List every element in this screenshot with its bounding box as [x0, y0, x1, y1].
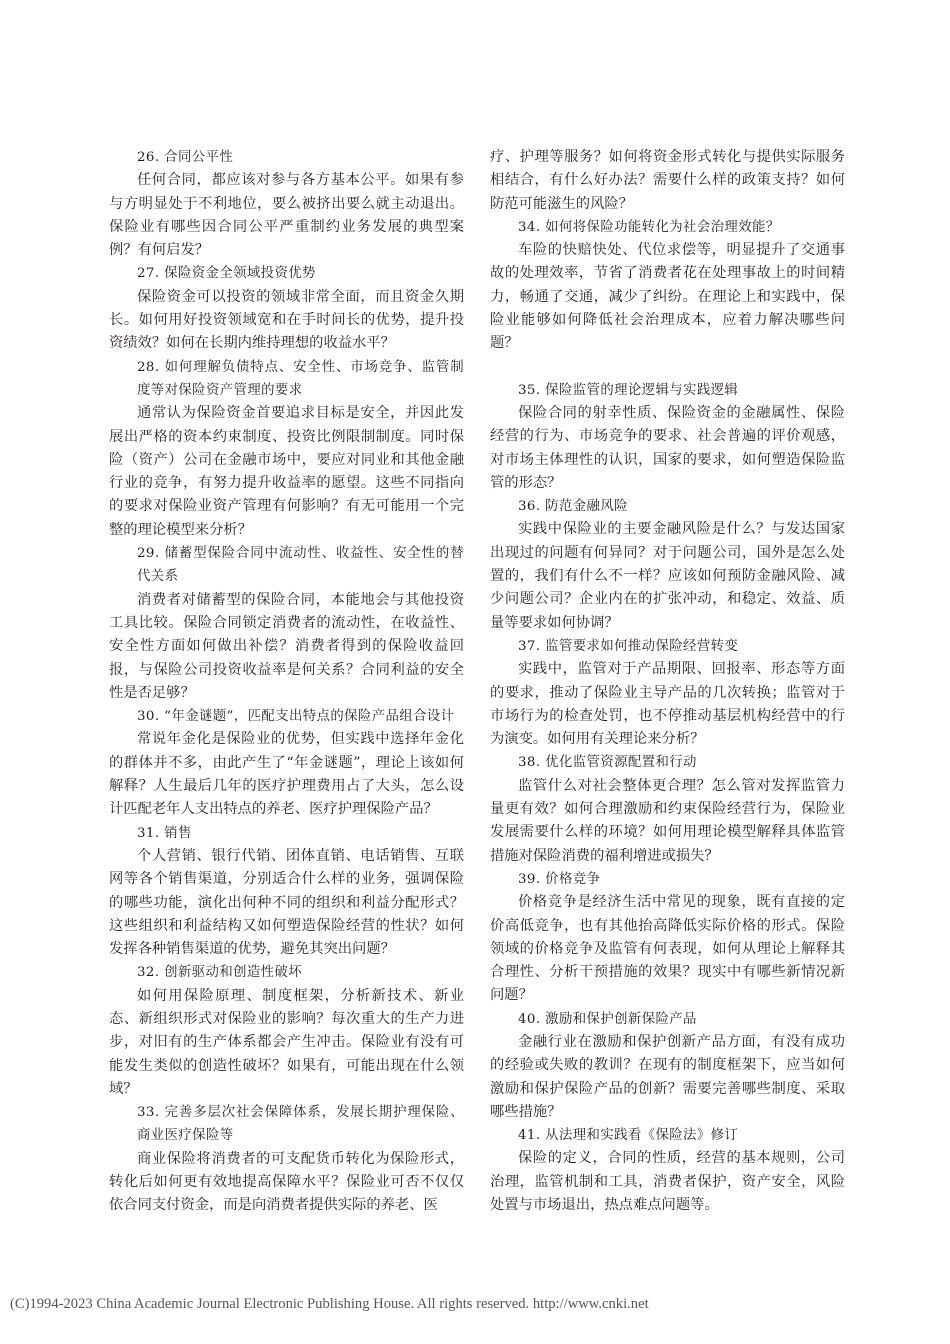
- section-heading: 39. 价格竞争: [518, 871, 601, 887]
- section-heading: 34. 如何将保险功能转化为社会治理效能？: [518, 219, 780, 235]
- body-paragraph: 保险的定义，合同的性质，经营的基本规则，公司治理，监管机制和工具，消费者保护，资产安全，风险处置与市场退出，热点难点问题等。: [490, 1150, 845, 1214]
- body-paragraph: 金融行业在激励和保护创新产品方面，有没有成功的经验或失败的教训？在现有的制度框架下，应当如何激励和保护保险产品的创新？需要完善哪些制度、采取哪些措施？: [490, 1033, 845, 1120]
- body-paragraph: 保险合同的射幸性质、保险资金的金融属性、保险经营的行为、市场竞争的要求、社会普遍的评价观感，对市场主体理性的认识，国家的要求，如何塑造保险监管的形态？: [490, 404, 845, 491]
- body-paragraph: 车险的快赔快处、代位求偿等，明显提升了交通事故的处理效率，节省了消费者花在处理事故上的时间精力，畅通了交通，减少了纠纷。在理论上和实践中，保险业能够如何降低社会治理成本，应着力解决哪些问题？: [490, 242, 845, 352]
- body-paragraph: 保险资金可以投资的领域非常全面，而且资金久期长。如何用好投资领域宽和在手时间长的优势，提升投资绩效？如何在长期内维持理想的收益水平？: [109, 288, 464, 352]
- body-paragraph: 实践中，监管对于产品期限、回报率、形态等方面的要求，推动了保险业主导产品的几次转换；监管对于市场行为的检查处罚，也不停推动基层机构经营中的行为演变。如何用有关理论来分析？: [490, 661, 845, 748]
- copyright-footer: (C)1994-2023 China Academic Journal Electronic Publishing House. All rights reserved. http://www.cnki.net: [10, 1296, 649, 1312]
- section-heading: 26. 合同公平性: [137, 150, 234, 165]
- section-heading: 36. 防范金融风险: [518, 499, 628, 515]
- paragraph-gap: [490, 356, 845, 379]
- section-heading: 32. 创新驱动和创造性破坏: [137, 965, 303, 981]
- section-heading: 37. 监管要求如何推动保险经营转变: [518, 638, 739, 654]
- left-column: [109, 146, 464, 1218]
- section-heading: 29. 储蓄型保险合同中流动性、收益性、安全性的替代关系: [137, 546, 464, 585]
- section-heading: 33. 完善多层次社会保障体系，发展长期护理保险、商业医疗保险等: [137, 1105, 464, 1144]
- section-heading: 40. 激励和保护创新保险产品: [518, 1011, 697, 1027]
- body-paragraph: 任何合同，都应该对参与各方基本公平。如果有参与方明显处于不利地位，要么被挤出要么就主动退出。保险业有哪些因合同公平严重制约业务发展的典型案例？有何启发？: [109, 172, 464, 259]
- section-heading: 35. 保险监管的理论逻辑与实践逻辑: [518, 382, 739, 398]
- section-heading: 30. “年金谜题”，匹配支出特点的保险产品组合设计: [137, 709, 455, 725]
- section-heading: 27. 保险资金全领域投资优势: [137, 266, 316, 282]
- section-heading: 28. 如何理解负债特点、安全性、市场竞争、监管制度等对保险资产管理的要求: [137, 359, 464, 398]
- body-paragraph: 价格竞争是经济生活中常见的现象，既有直接的定价高低竞争，也有其他抬高降低实际价格的形式。保险领域的价格竞争及监管有何表现，如何从理论上解释其合理性、分析干预措施的效果？现实中有哪些新情况新问题？: [490, 894, 845, 1004]
- section-heading: 31. 销售: [137, 825, 192, 841]
- body-paragraph: 如何用保险原理、制度框架，分析新技术、新业态、新组织形式对保险业的影响？每次重大的生产力进步，对旧有的生产体系都会产生冲击。保险业有没有可能发生类似的创造性破坏？如果有，可能出现在什么领域？: [109, 987, 464, 1097]
- body-paragraph: 通常认为保险资金首要追求目标是安全，并因此发展出严格的资本约束制度、投资比例限制制度。同时保险（资产）公司在金融市场中，要应对同业和其他金融行业的竞争，有努力提升收益率的愿望。这些不同指向的要求对保险业资产管理有何影响？有无可能用一个完整的理论模型来分析？: [109, 405, 464, 538]
- right-column: [490, 146, 845, 1217]
- body-paragraph: 常说年金化是保险业的优势，但实践中选择年金化的群体并不多，由此产生了“年金谜题”，理论上该如何解释？人生最后几年的医疗护理费用占了大头，怎么设计匹配老年人支出特点的养老、医疗护理保险产品？: [109, 731, 464, 818]
- body-paragraph: 个人营销、银行代销、团体直销、电话销售、互联网等各个销售渠道，分别适合什么样的业务，强调保险的哪些功能，演化出何种不同的组织和利益分配形式？这些组织和利益结构又如何塑造保险经营的性状？如何发挥各种销售渠道的优势，避免其突出问题？: [109, 847, 464, 958]
- body-paragraph-continued: 疗、护理等服务？如何将资金形式转化与提供实际服务相结合，有什么好办法？需要什么样的政策支持？如何防范可能滋生的风险？: [490, 149, 845, 212]
- body-paragraph: 监管什么对社会整体更合理？怎么管对发挥监管力量更有效？如何合理激励和约束保险经营行为，保险业发展需要什么样的环境？如何用理论模型解释具体监管措施对保险消费的福利增进或损失？: [490, 777, 845, 864]
- body-paragraph: 商业保险将消费者的可支配货币转化为保险形式，转化后如何更有效地提高保障水平？保险业可否不仅仅依合同支付资金，而是向消费者提供实际的养老、医: [109, 1150, 464, 1214]
- body-paragraph: 消费者对储蓄型的保险合同，本能地会与其他投资工具比较。保险合同锁定消费者的流动性，在收益性、安全性方面如何做出补偿？消费者得到的保险收益回报，与保险公司投资收益率是何关系？合同利益的安全性是否足够？: [109, 591, 464, 701]
- section-heading: 41. 从法理和实践看《保险法》修订: [518, 1128, 739, 1144]
- section-heading: 38. 优化监管资源配置和行动: [518, 755, 697, 771]
- body-paragraph: 实践中保险业的主要金融风险是什么？与发达国家出现过的问题有何异同？对于问题公司，国外是怎么处置的，我们有什么不一样？应该如何预防金融风险、减少问题公司？企业内在的扩张冲动，和稳定、效益、质量等要求如何协调？: [490, 521, 845, 631]
